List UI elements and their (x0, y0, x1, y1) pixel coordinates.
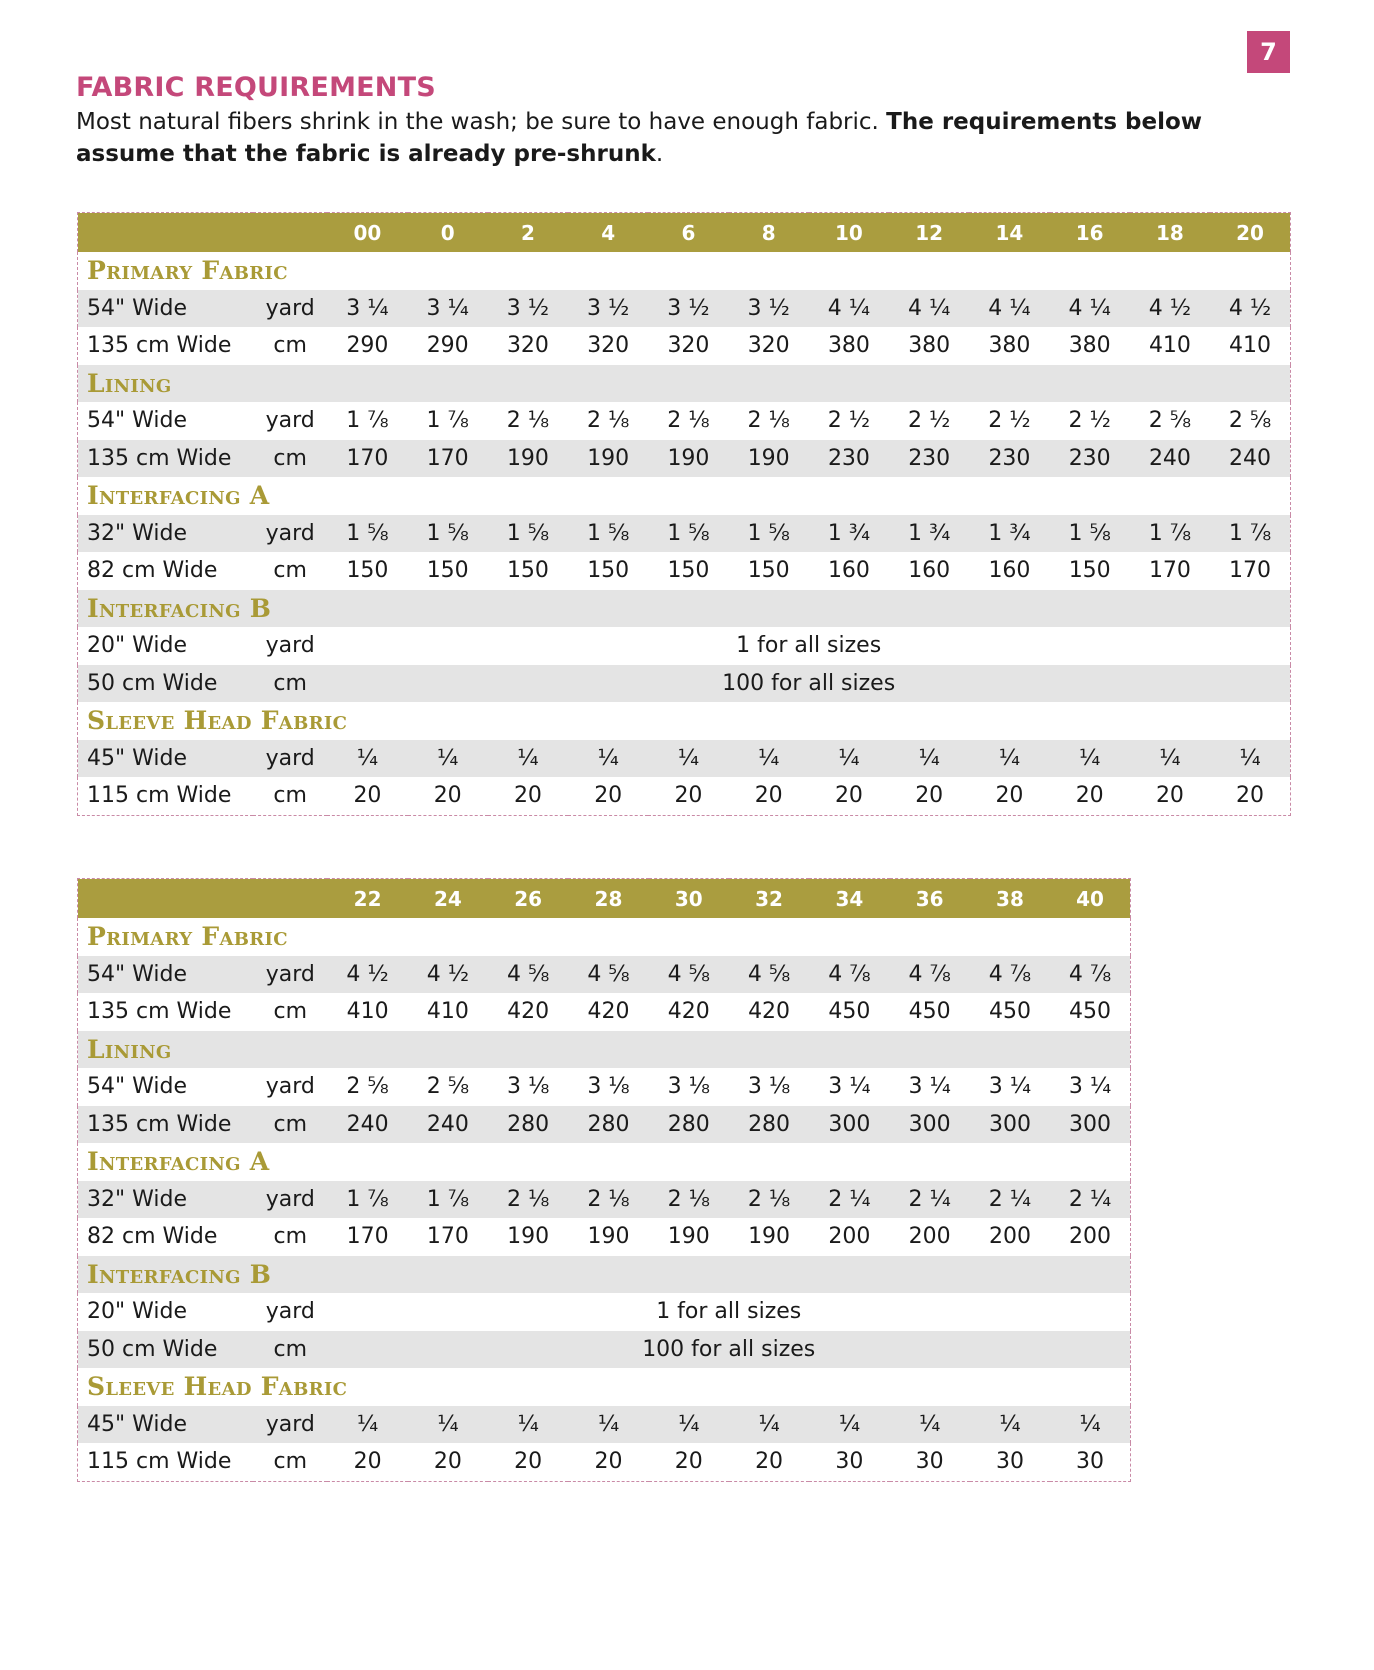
value-cell: 2 ⅛ (587, 408, 630, 434)
value-cell: ¼ (1050, 1406, 1130, 1444)
value-cell: 2 ¼ (890, 1181, 970, 1219)
value-cell: 190 (488, 440, 568, 478)
row-label: 115 cm Wide (87, 1449, 232, 1475)
section-title: Interfacing B (78, 1256, 1131, 1294)
value-cell: 3 ¼ (908, 1074, 951, 1100)
value-cell: 3 ⅛ (747, 1074, 791, 1100)
value-cell: 410 (346, 999, 389, 1025)
table-row (78, 627, 1291, 665)
value-cell: 1 ⅞ (408, 1181, 488, 1219)
size-header: 10 (809, 213, 889, 253)
row-label: 54" Wide (87, 408, 187, 434)
size-header: 14 (969, 213, 1049, 253)
value-cell: 320 (506, 333, 549, 359)
value-cell: 2 ⅝ (426, 1074, 470, 1100)
row-unit: cm (253, 665, 327, 703)
value-cell: 4 ⅞ (1050, 956, 1130, 994)
value-cell: 190 (748, 1224, 791, 1250)
row-label: 135 cm Wide (87, 333, 232, 359)
value-cell: 20 (915, 783, 944, 809)
row-unit: cm (273, 783, 307, 809)
value-cell: 190 (568, 440, 648, 478)
header-blank (253, 879, 327, 919)
row-label: 50 cm Wide (78, 1331, 254, 1369)
size-header: 00 (327, 213, 407, 253)
size-header: 26 (488, 879, 568, 919)
row-unit: yard (265, 633, 315, 659)
value-cell: 1 ¾ (969, 515, 1049, 553)
row-label: 82 cm Wide (87, 1224, 218, 1250)
table-row (78, 993, 1131, 1031)
section-row (78, 590, 1291, 628)
value-cell: 240 (408, 1106, 488, 1144)
value-cell: 20 (1236, 783, 1265, 809)
row-unit: cm (273, 1449, 308, 1475)
value-cell: 20 (353, 1449, 382, 1475)
row-label: 45" Wide (78, 1406, 254, 1444)
value-cell: 150 (587, 558, 630, 584)
value-cell: 1 ¾ (889, 515, 969, 553)
table-row (78, 956, 1131, 994)
row-unit: yard (253, 1181, 327, 1219)
value-cell: 190 (729, 440, 809, 478)
row-label: 20" Wide (87, 633, 187, 659)
section-row (78, 477, 1291, 515)
size-header: 36 (890, 879, 970, 919)
value-cell: 3 ½ (729, 290, 809, 328)
value-cell: 1 ⅝ (488, 515, 568, 553)
value-cell: ¼ (568, 740, 648, 778)
intro-bold-text: The requirements below assume that the fabric is already pre-shrunk (76, 109, 1203, 167)
section-title: Sleeve Head Fabric (87, 706, 348, 736)
header-blank (78, 213, 254, 253)
value-cell: 290 (346, 333, 389, 359)
value-cell: 4 ¼ (889, 290, 969, 328)
row-label: 135 cm Wide (78, 440, 254, 478)
row-unit: cm (253, 1106, 327, 1144)
size-header: 0 (408, 213, 488, 253)
row-label: 54" Wide (78, 956, 254, 994)
row-unit: yard (265, 1074, 315, 1100)
value-cell: 190 (667, 1224, 710, 1250)
section-row (78, 702, 1291, 740)
value-cell: 2 ⅝ (1148, 408, 1192, 434)
size-header: 4 (568, 213, 648, 253)
all-sizes-value: 100 for all sizes (327, 665, 1290, 703)
size-header: 12 (889, 213, 969, 253)
value-cell: 410 (1148, 333, 1191, 359)
value-cell: 300 (890, 1106, 970, 1144)
value-cell: 420 (667, 999, 710, 1025)
value-cell: 170 (408, 440, 488, 478)
value-cell: 450 (908, 999, 951, 1025)
value-cell: 450 (828, 999, 871, 1025)
value-cell: 160 (908, 558, 951, 584)
value-cell: 230 (1050, 440, 1130, 478)
value-cell: 20 (755, 1449, 784, 1475)
size-header: 22 (327, 879, 407, 919)
value-cell: 2 ⅝ (346, 1074, 389, 1100)
value-cell: 1 ⅝ (729, 515, 809, 553)
value-cell: 3 ½ (568, 290, 648, 328)
value-cell: 20 (834, 783, 863, 809)
table-row (78, 1068, 1131, 1106)
size-header: 20 (1210, 213, 1290, 253)
value-cell: 4 ⅞ (970, 956, 1050, 994)
size-header-row (78, 879, 1131, 919)
row-label: 32" Wide (78, 515, 254, 553)
value-cell: 380 (827, 333, 870, 359)
row-unit: cm (253, 1331, 327, 1369)
value-cell: ¼ (568, 1406, 648, 1444)
value-cell: 4 ⅝ (649, 956, 729, 994)
value-cell: 300 (970, 1106, 1050, 1144)
value-cell: ¼ (729, 740, 809, 778)
value-cell: 1 ¾ (809, 515, 889, 553)
value-cell: 20 (995, 783, 1024, 809)
value-cell: 450 (1069, 999, 1112, 1025)
value-cell: 450 (988, 999, 1031, 1025)
value-cell: 170 (426, 1224, 469, 1250)
row-unit: yard (253, 956, 327, 994)
value-cell: 2 ½ (827, 408, 871, 434)
table-row (78, 777, 1291, 815)
value-cell: 170 (346, 1224, 389, 1250)
all-sizes-value: 100 for all sizes (327, 1331, 1130, 1369)
value-cell: 150 (426, 558, 469, 584)
table-row (78, 1218, 1131, 1256)
table-row (78, 740, 1291, 778)
value-cell: 4 ½ (408, 956, 488, 994)
value-cell: 20 (433, 1449, 462, 1475)
section-title: Primary Fabric (87, 256, 288, 286)
value-cell: 380 (988, 333, 1031, 359)
value-cell: 4 ⅞ (890, 956, 970, 994)
value-cell: 190 (648, 440, 728, 478)
value-cell: ¼ (809, 1406, 889, 1444)
section-title: Sleeve Head Fabric (87, 1372, 348, 1402)
value-cell: 3 ⅛ (667, 1074, 710, 1100)
value-cell: 2 ½ (908, 408, 951, 434)
value-cell: 3 ¼ (1068, 1074, 1112, 1100)
size-header: 32 (729, 879, 809, 919)
value-cell: 3 ¼ (828, 1074, 871, 1100)
value-cell: ¼ (970, 1406, 1050, 1444)
value-cell: 200 (1069, 1224, 1112, 1250)
row-unit: cm (273, 1224, 308, 1250)
value-cell: 420 (587, 999, 630, 1025)
value-cell: ¼ (889, 740, 969, 778)
value-cell: 1 ⅝ (327, 515, 407, 553)
value-cell: 150 (506, 558, 549, 584)
row-unit: yard (265, 408, 315, 434)
value-cell: 280 (649, 1106, 729, 1144)
value-cell: 300 (809, 1106, 889, 1144)
all-sizes-value: 1 for all sizes (656, 1299, 802, 1325)
value-cell: 190 (507, 1224, 550, 1250)
table-row (78, 1293, 1131, 1331)
section-title: Lining (78, 365, 1291, 403)
value-cell: 1 ⅞ (1210, 515, 1290, 553)
row-unit: yard (253, 290, 327, 328)
value-cell: ¼ (327, 740, 407, 778)
value-cell: 2 ½ (1068, 408, 1111, 434)
value-cell: 230 (969, 440, 1049, 478)
table-row (78, 1106, 1131, 1144)
value-cell: 240 (1210, 440, 1290, 478)
size-header: 30 (649, 879, 729, 919)
value-cell: 200 (828, 1224, 871, 1250)
section-row (78, 1256, 1131, 1294)
value-cell: 240 (327, 1106, 407, 1144)
row-unit: cm (253, 440, 327, 478)
size-header: 28 (568, 879, 648, 919)
page-title: FABRIC REQUIREMENTS (76, 72, 436, 103)
value-cell: 2 ¼ (970, 1181, 1050, 1219)
section-row (78, 1031, 1131, 1069)
size-header: 34 (809, 879, 889, 919)
value-cell: ¼ (488, 1406, 568, 1444)
fabric-table-sizes-22-40 (77, 878, 1131, 1482)
row-unit: cm (273, 999, 308, 1025)
table-row (78, 402, 1291, 440)
size-header: 2 (488, 213, 568, 253)
value-cell: 4 ½ (1130, 290, 1210, 328)
value-cell: 170 (327, 440, 407, 478)
value-cell: 2 ⅝ (1228, 408, 1272, 434)
row-unit: yard (253, 740, 327, 778)
value-cell: 4 ⅞ (809, 956, 889, 994)
value-cell: ¼ (1130, 740, 1210, 778)
size-header: 16 (1050, 213, 1130, 253)
table-row (78, 552, 1291, 590)
value-cell: 4 ¼ (1050, 290, 1130, 328)
value-cell: ¼ (649, 1406, 729, 1444)
value-cell: ¼ (408, 1406, 488, 1444)
fabric-table-sizes-00-20 (77, 212, 1291, 816)
intro-paragraph (76, 106, 1266, 170)
value-cell: 4 ⅝ (729, 956, 809, 994)
value-cell: 20 (433, 783, 462, 809)
section-title: Interfacing A (87, 1147, 270, 1177)
row-label: 54" Wide (78, 290, 254, 328)
value-cell: 20 (674, 783, 703, 809)
value-cell: 30 (995, 1449, 1024, 1475)
value-cell: 3 ¼ (988, 1074, 1032, 1100)
value-cell: 160 (988, 558, 1031, 584)
value-cell: 380 (908, 333, 951, 359)
value-cell: ¼ (408, 740, 488, 778)
row-label: 20" Wide (87, 1299, 187, 1325)
size-header: 18 (1130, 213, 1210, 253)
table-row (78, 665, 1291, 703)
value-cell: ¼ (648, 740, 728, 778)
value-cell: 410 (1229, 333, 1272, 359)
section-title: Interfacing A (87, 481, 270, 511)
value-cell: 1 ⅞ (426, 408, 469, 434)
value-cell: 2 ¼ (1050, 1181, 1130, 1219)
header-blank (78, 879, 254, 919)
value-cell: 280 (568, 1106, 648, 1144)
size-header-row (78, 213, 1291, 253)
value-cell: ¼ (327, 1406, 407, 1444)
section-row (78, 365, 1291, 403)
section-row (78, 1368, 1131, 1406)
value-cell: 1 ⅞ (1130, 515, 1210, 553)
value-cell: 4 ½ (1210, 290, 1290, 328)
row-label: 135 cm Wide (87, 999, 232, 1025)
value-cell: 2 ½ (988, 408, 1031, 434)
value-cell: 290 (426, 333, 469, 359)
value-cell: 30 (915, 1449, 944, 1475)
intro-text: Most natural fibers shrink in the wash; be sure to have enough fabric. (76, 109, 887, 135)
value-cell: 1 ⅝ (1050, 515, 1130, 553)
value-cell: 160 (827, 558, 870, 584)
row-unit: cm (273, 558, 307, 584)
value-cell: 240 (1130, 440, 1210, 478)
row-unit: yard (265, 1299, 315, 1325)
value-cell: 20 (513, 783, 542, 809)
value-cell: 410 (426, 999, 469, 1025)
value-cell: 20 (594, 783, 623, 809)
row-label: 54" Wide (87, 1074, 187, 1100)
value-cell: 320 (747, 333, 790, 359)
size-header: 40 (1050, 879, 1130, 919)
table-row (78, 1331, 1131, 1369)
value-cell: 3 ¼ (327, 290, 407, 328)
value-cell: 4 ¼ (969, 290, 1049, 328)
size-header: 38 (970, 879, 1050, 919)
value-cell: 3 ½ (488, 290, 568, 328)
value-cell: 4 ½ (327, 956, 407, 994)
value-cell: 300 (1050, 1106, 1130, 1144)
row-label: 45" Wide (78, 740, 254, 778)
value-cell: 2 ¼ (809, 1181, 889, 1219)
table-row (78, 1406, 1131, 1444)
value-cell: 2 ⅛ (729, 1181, 809, 1219)
value-cell: 2 ⅛ (568, 1181, 648, 1219)
table-row (78, 515, 1291, 553)
value-cell: 1 ⅝ (408, 515, 488, 553)
value-cell: 170 (1229, 558, 1272, 584)
value-cell: 20 (594, 1449, 623, 1475)
value-cell: ¼ (969, 740, 1049, 778)
value-cell: 20 (514, 1449, 543, 1475)
value-cell: 3 ½ (648, 290, 728, 328)
value-cell: 200 (908, 1224, 951, 1250)
value-cell: ¼ (729, 1406, 809, 1444)
table-row (78, 290, 1291, 328)
value-cell: 230 (809, 440, 889, 478)
table-row (78, 440, 1291, 478)
row-label: 115 cm Wide (87, 783, 232, 809)
section-row (78, 252, 1291, 290)
all-sizes-value: 1 for all sizes (736, 633, 882, 659)
size-header: 6 (648, 213, 728, 253)
value-cell: 280 (729, 1106, 809, 1144)
value-cell: 280 (488, 1106, 568, 1144)
value-cell: 20 (754, 783, 783, 809)
size-header: 24 (408, 879, 488, 919)
value-cell: ¼ (890, 1406, 970, 1444)
size-header: 8 (729, 213, 809, 253)
section-row (78, 918, 1131, 956)
value-cell: 2 ⅛ (506, 408, 550, 434)
value-cell: 230 (889, 440, 969, 478)
value-cell: 20 (1075, 783, 1104, 809)
row-label: 32" Wide (78, 1181, 254, 1219)
value-cell: 1 ⅝ (568, 515, 648, 553)
value-cell: 420 (507, 999, 550, 1025)
value-cell: 2 ⅛ (649, 1181, 729, 1219)
value-cell: 320 (587, 333, 630, 359)
value-cell: ¼ (1050, 740, 1130, 778)
value-cell: 4 ⅝ (568, 956, 648, 994)
value-cell: 320 (667, 333, 710, 359)
row-label: 50 cm Wide (78, 665, 254, 703)
value-cell: 3 ⅛ (587, 1074, 630, 1100)
section-title: Interfacing B (78, 590, 1291, 628)
intro-end: . (655, 141, 664, 167)
section-row (78, 1143, 1131, 1181)
row-unit: cm (273, 333, 307, 359)
value-cell: 20 (353, 783, 382, 809)
table-row (78, 1181, 1131, 1219)
value-cell: 20 (1155, 783, 1184, 809)
value-cell: 150 (346, 558, 389, 584)
value-cell: 190 (587, 1224, 630, 1250)
value-cell: 1 ⅝ (648, 515, 728, 553)
page-number: 7 (1247, 31, 1290, 73)
value-cell: 150 (747, 558, 790, 584)
value-cell: 2 ⅛ (488, 1181, 568, 1219)
value-cell: 170 (1148, 558, 1191, 584)
row-unit: yard (253, 1406, 327, 1444)
value-cell: 200 (988, 1224, 1031, 1250)
value-cell: 30 (835, 1449, 864, 1475)
value-cell: 150 (1068, 558, 1111, 584)
value-cell: ¼ (809, 740, 889, 778)
value-cell: 3 ⅛ (507, 1074, 550, 1100)
header-blank (253, 213, 327, 253)
value-cell: 2 ⅛ (747, 408, 790, 434)
value-cell: 20 (674, 1449, 703, 1475)
value-cell: 420 (748, 999, 791, 1025)
value-cell: 4 ¼ (809, 290, 889, 328)
table-row (78, 1443, 1131, 1481)
value-cell: 1 ⅞ (327, 1181, 407, 1219)
value-cell: 3 ¼ (408, 290, 488, 328)
section-title: Lining (78, 1031, 1131, 1069)
value-cell: 1 ⅞ (346, 408, 389, 434)
row-label: 82 cm Wide (87, 558, 218, 584)
row-unit: yard (253, 515, 327, 553)
value-cell: 150 (667, 558, 710, 584)
value-cell: ¼ (488, 740, 568, 778)
row-label: 135 cm Wide (78, 1106, 254, 1144)
value-cell: ¼ (1210, 740, 1290, 778)
value-cell: 2 ⅛ (667, 408, 710, 434)
value-cell: 380 (1068, 333, 1111, 359)
value-cell: 30 (1076, 1449, 1105, 1475)
value-cell: 4 ⅝ (488, 956, 568, 994)
table-row (78, 327, 1291, 365)
section-title: Primary Fabric (87, 922, 288, 952)
